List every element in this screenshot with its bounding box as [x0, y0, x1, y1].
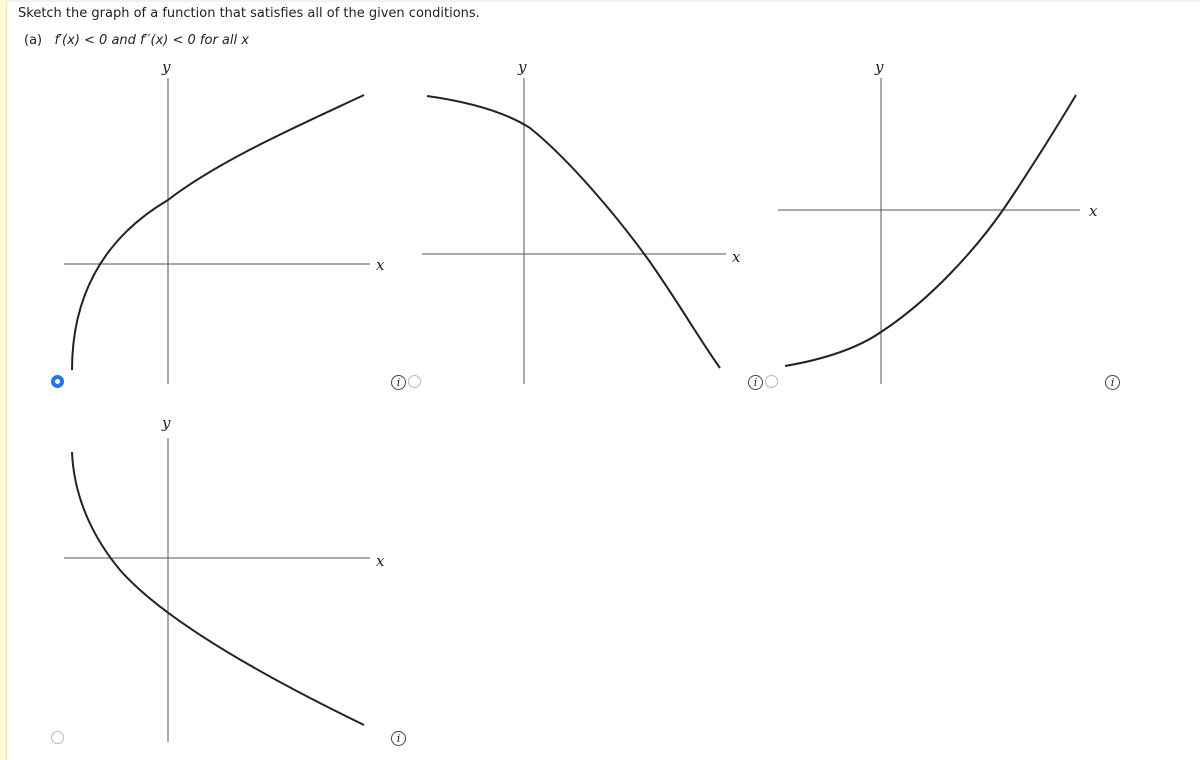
- info-icon[interactable]: i: [748, 375, 763, 390]
- part-label: (a): [24, 33, 43, 48]
- x-axis-label: x: [732, 248, 741, 266]
- option-2-radio[interactable]: [408, 375, 421, 388]
- graph-option-3[interactable]: [778, 58, 1098, 384]
- graph-option-4[interactable]: [64, 414, 385, 742]
- y-axis-label: y: [518, 58, 527, 76]
- y-axis-label: y: [162, 58, 171, 76]
- y-axis-label: y: [875, 58, 884, 76]
- question-prompt: Sketch the graph of a function that satisfies all of the given conditions.: [18, 6, 480, 21]
- option-1-radio[interactable]: [51, 375, 64, 388]
- x-axis-label: x: [376, 256, 385, 274]
- x-axis-label: x: [376, 552, 385, 570]
- graph-option-2[interactable]: [422, 58, 741, 384]
- option-3-radio[interactable]: [765, 375, 778, 388]
- option-4-radio[interactable]: [51, 731, 64, 744]
- curve: [785, 95, 1076, 366]
- condition-text: f′(x) < 0 and f′′(x) < 0 for all: [54, 33, 242, 48]
- info-icon[interactable]: i: [391, 375, 406, 390]
- graph-option-1[interactable]: [64, 58, 385, 384]
- info-icon[interactable]: i: [391, 731, 406, 746]
- x-axis-label: x: [1089, 202, 1098, 220]
- curve: [427, 96, 720, 368]
- condition-variable: x: [241, 33, 249, 48]
- y-axis-label: y: [162, 414, 171, 432]
- info-icon[interactable]: i: [1105, 375, 1120, 390]
- curve: [72, 452, 364, 725]
- curve: [72, 95, 364, 370]
